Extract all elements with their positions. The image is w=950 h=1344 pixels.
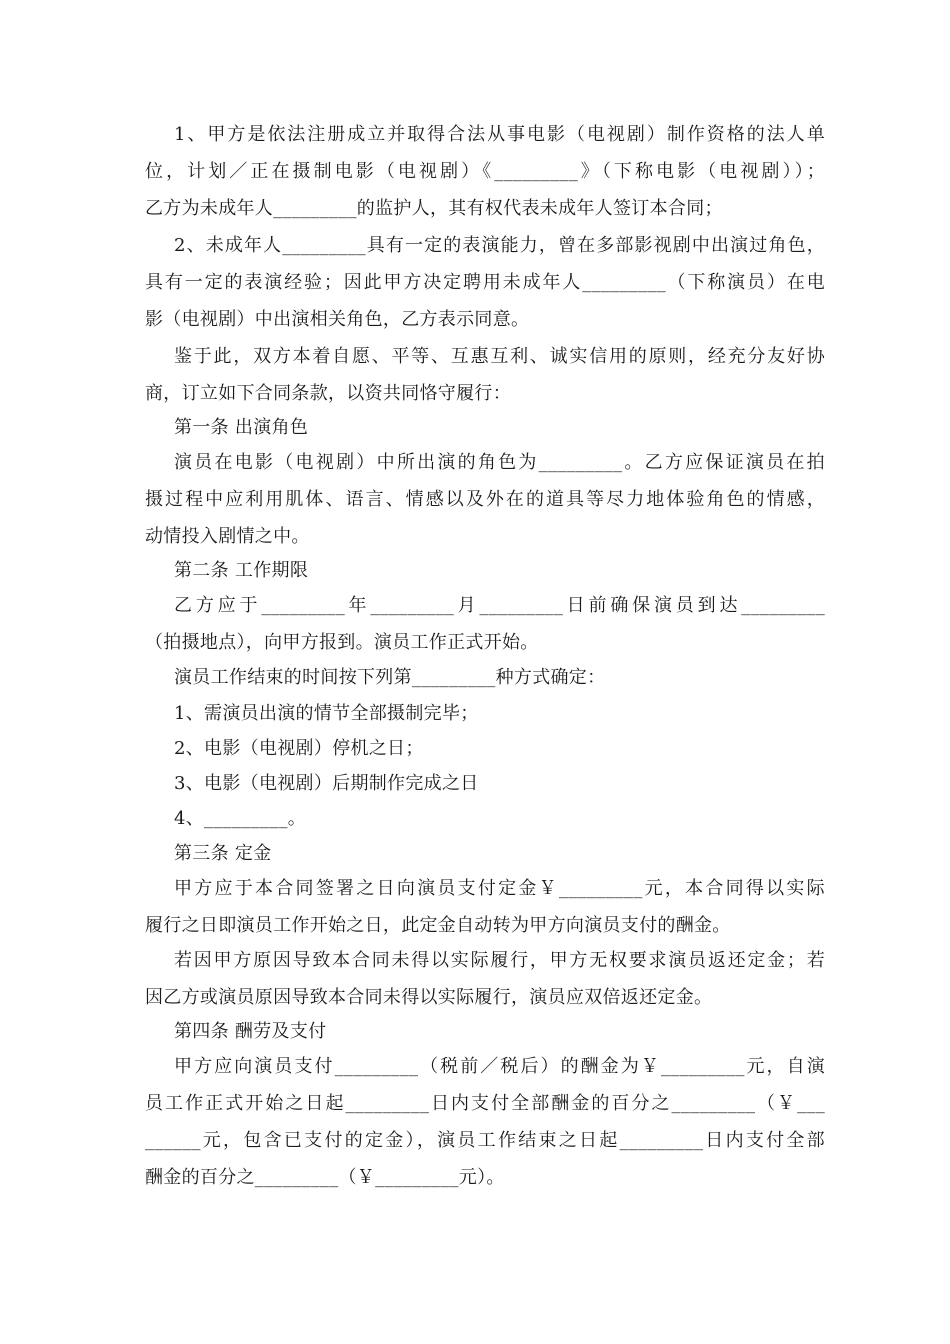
article-3-line-4: 因乙方或演员原因导致本合同未得以实际履行，演员应双倍返还定金。 [145,987,713,1008]
clause-2-line-1: 2、未成年人_________具有一定的表演能力，曾在多部影视剧中出演过角色， [174,235,825,256]
clause-2-line-3: 影（电视剧）中出演相关角色，乙方表示同意。 [145,309,530,330]
article-3-line-1: 甲方应于本合同签署之日向演员支付定金￥_________元，本合同得以实际 [174,878,825,899]
article-2-heading: 第二条 工作期限 [174,560,309,581]
article-1-line-1: 演员在电影（电视剧）中所出演的角色为_________。乙方应保证演员在拍 [174,452,825,473]
article-2-line-1: 乙方应于_________年_________月_________日前确保演员到达_________ [174,595,825,616]
article-4-heading: 第四条 酬劳及支付 [174,1021,327,1042]
preamble-line-1: 鉴于此，双方本着自愿、平等、互惠互利、诚实信用的原则，经充分友好协 [174,346,825,367]
article-3-heading: 第三条 定金 [174,843,272,864]
article-2-option-2: 2、电影（电视剧）停机之日； [174,738,424,759]
article-2-line-3: 演员工作结束的时间按下列第_________种方式确定： [174,667,606,688]
article-4-line-4: 酬金的百分之_________（￥_________元）。 [145,1167,505,1188]
article-1-line-2: 摄过程中应利用肌体、语言、情感以及外在的道具等尽力地体验角色的情感， [145,489,825,510]
article-2-option-3: 3、电影（电视剧）后期制作完成之日 [174,773,479,794]
article-3-line-2: 履行之日即演员工作开始之日，此定金自动转为甲方向演员支付的酬金。 [145,915,731,936]
clause-1-line-1: 1、甲方是依法注册成立并取得合法从事电影（电视剧）制作资格的法人单 [174,124,825,145]
article-1-heading: 第一条 出演角色 [174,417,309,438]
clause-2-line-2: 具有一定的表演经验；因此甲方决定聘用未成年人_________（下称演员）在电 [145,272,825,293]
article-2-option-1: 1、需演员出演的情节全部摄制完毕； [174,703,479,724]
article-4-line-2: 员工作正式开始之日起_________日内支付全部酬金的百分之_________（￥___ [145,1093,825,1114]
article-1-line-3: 动情投入剧情之中。 [145,526,310,547]
article-2-option-4: 4、_________。 [174,808,307,829]
article-2-line-2: （拍摄地点），向甲方报到。演员工作正式开始。 [145,632,539,653]
clause-1-line-3: 乙方为未成年人_________的监护人，其有权代表未成年人签订本合同； [145,198,723,219]
article-4-line-1: 甲方应向演员支付_________（税前／税后）的酬金为￥_________元，自演 [174,1056,825,1077]
article-3-line-3: 若因甲方原因导致本合同未得以实际履行，甲方无权要求演员返还定金；若 [174,950,825,971]
article-4-line-3: ______元，包含已支付的定金），演员工作结束之日起_________日内支付全部 [145,1130,825,1151]
clause-1-line-2: 位，计划／正在摄制电影（电视剧）《_________》（下称电影（电视剧））； [145,161,825,182]
preamble-line-2: 商，订立如下合同条款，以资共同恪守履行： [145,383,511,404]
